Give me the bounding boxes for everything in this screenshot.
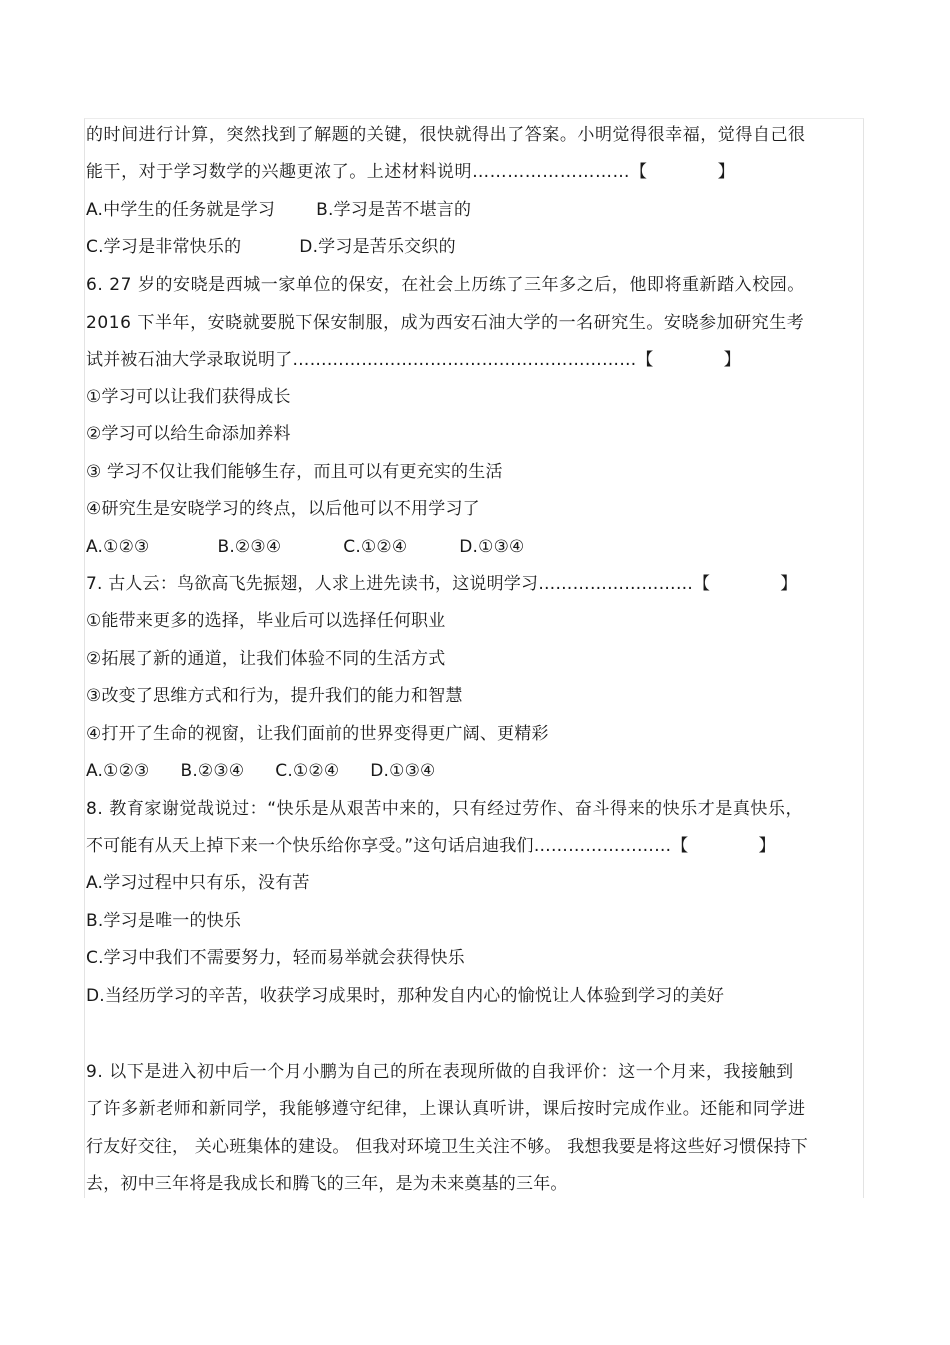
q8-option-b: B.学习是唯一的快乐 (86, 911, 242, 931)
q5-option-c: C.学习是非常快乐的 (86, 237, 242, 257)
q6-option-b: B.②③④ (217, 537, 282, 557)
q6-option-a: A.①②③ (86, 537, 150, 557)
q9-line-2: 了许多新老师和新同学，我能够遵守纪律，上课认真听讲，课后按时完成作业。还能和同学进 (86, 1099, 806, 1119)
q8-line-1: 8. 教育家谢觉哉说过：“快乐是从艰苦中来的，只有经过劳作、奋斗得来的快乐才是真快乐， (86, 799, 804, 819)
q6-option-d: D.①③④ (459, 537, 525, 557)
q9-line-3: 行友好交往， 关心班集体的建设。 但我对环境卫生关注不够。 我想我要是将这些好习惯保持下 (86, 1137, 809, 1157)
q6-statement-2: ②学习可以给生命添加养料 (86, 424, 291, 444)
q5-option-d: D.学习是苦乐交织的 (299, 237, 456, 257)
q7-option-d: D.①③④ (370, 761, 436, 781)
q7-statement-4: ④打开了生命的视窗，让我们面前的世界变得更广阔、更精彩 (86, 724, 549, 744)
q8-option-c: C.学习中我们不需要努力，轻而易举就会获得快乐 (86, 948, 465, 968)
q7-option-a: A.①②③ (86, 761, 150, 781)
q6-statement-1: ①学习可以让我们获得成长 (86, 387, 291, 407)
q8-option-d: D.当经历学习的辛苦，收获学习成果时，那种发自内心的愉悦让人体验到学习的美好 (86, 986, 725, 1006)
q6-line-1: 6. 27 岁的安晓是西城一家单位的保安，在社会上历练了三年多之后，他即将重新踏入校园。 (86, 275, 805, 295)
q7-statement-3: ③改变了思维方式和行为，提升我们的能力和智慧 (86, 686, 463, 706)
q9-line-1: 9. 以下是进入初中后一个月小鹏为自己的所在表现所做的自我评价：这一个月来，我接触到 (86, 1062, 794, 1082)
answer-bracket-close: 】 (717, 162, 736, 182)
q7-statement-2: ②拓展了新的通道，让我们体验不同的生活方式 (86, 649, 446, 669)
q5-line-2: 能干，对于学习数学的兴趣更浓了。上述材料说明………………………【 】 (86, 162, 736, 182)
q6-statement-4: ④研究生是安晓学习的终点，以后他可以不用学习了 (86, 499, 480, 519)
q7-options-row (86, 760, 435, 782)
q5-option-b: B.学习是苦不堪言的 (316, 200, 472, 220)
q7-statement-1: ①能带来更多的选择，毕业后可以选择任何职业 (86, 611, 446, 631)
answer-bracket-close: 】 (758, 836, 776, 856)
q7-option-b: B.②③④ (180, 761, 245, 781)
q5-option-a: A.中学生的任务就是学习 (86, 200, 276, 220)
answer-bracket-close: 】 (780, 574, 798, 594)
q7-line-1: 7. 古人云：鸟欲高飞先振翅，人求上进先读书，这说明学习………………………【 】 (86, 574, 798, 594)
q9-line-4: 去，初中三年将是我成长和腾飞的三年，是为未来奠基的三年。 (86, 1174, 568, 1194)
q5-options-row-2 (86, 236, 456, 258)
q6-line-2: 2016 下半年，安晓就要脱下保安制服，成为西安石油大学的一名研究生。安晓参加研究生考 (86, 313, 805, 333)
q6-statement-3: ③ 学习不仅让我们能够生存，而且可以有更充实的生活 (86, 462, 503, 482)
answer-bracket-close: 】 (723, 350, 741, 370)
q6-options-row (86, 536, 524, 558)
q5-options-row-1 (86, 199, 471, 221)
q5-line-1: 的时间进行计算，突然找到了解题的关键，很快就得出了答案。小明觉得很幸福，觉得自己很 (86, 125, 806, 145)
q7-option-c: C.①②④ (275, 761, 340, 781)
q8-option-a: A.学习过程中只有乐，没有苦 (86, 873, 310, 893)
q6-line-3: 试并被石油大学录取说明了……………………………………………………【 】 (86, 350, 741, 370)
q8-line-2: 不可能有从天上掉下来一个快乐给你享受。”这句话启迪我们……………………【 】 (86, 836, 776, 856)
q6-option-c: C.①②④ (343, 537, 408, 557)
